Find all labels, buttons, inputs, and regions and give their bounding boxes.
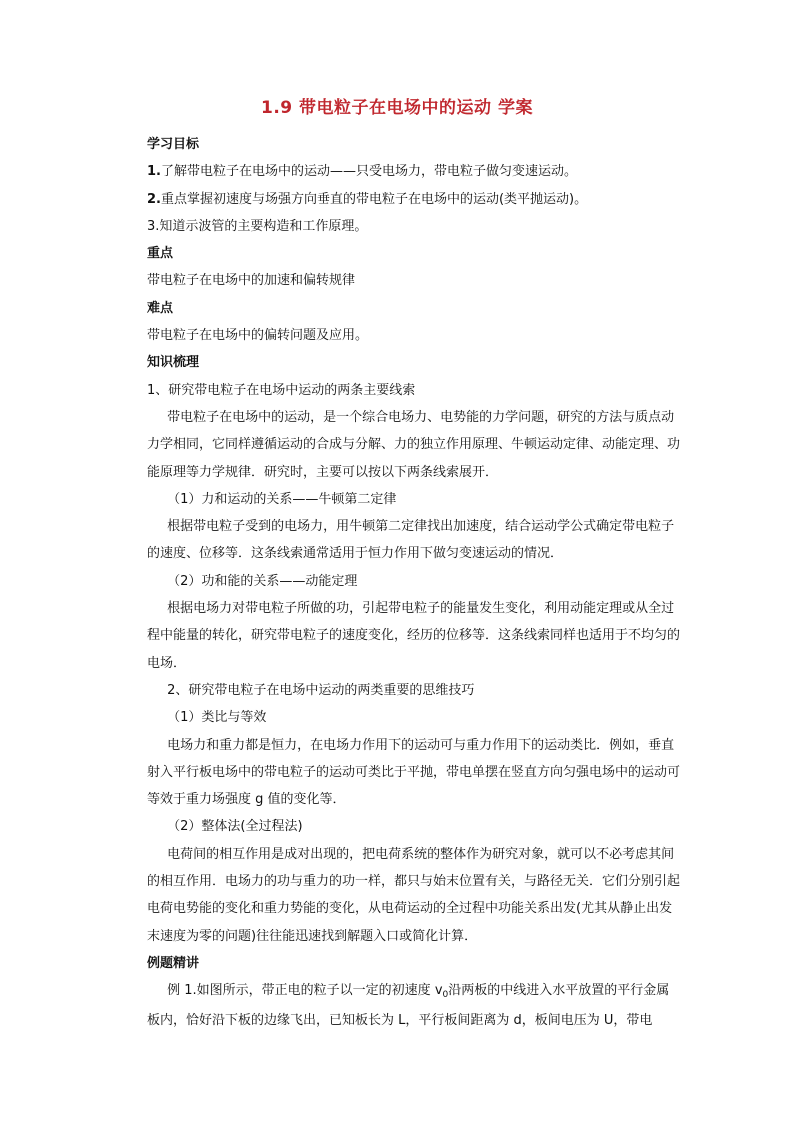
skill-1-title: （1）类比与等效	[167, 710, 267, 726]
objective-text: 知道示波管的主要构造和工作原理。	[159, 218, 368, 234]
clue-1-title: （1）力和运动的关系——牛顿第二定律	[167, 491, 397, 507]
difficulty-text: 带电粒子在电场中的偏转问题及应用。	[147, 328, 369, 344]
key-point-text: 带电粒子在电场中的加速和偏转规律	[147, 273, 356, 289]
initial-velocity-symbol: $v_0$	[434, 983, 449, 1001]
section-2-title: 2、研究带电粒子在电场中运动的两类重要的思维技巧	[167, 682, 475, 698]
difficulty-heading: 难点	[147, 300, 174, 316]
skill-1-text: 电场力和重力都是恒力，在电场力作用下的运动可与重力作用下的运动类比．例如，垂直射入平行板电场中的带电粒子的运动可类比于平抛，带电单摆在竖直方向匀强电场中的运动可等效于重力场强度 g 值的变化等．	[147, 737, 681, 808]
objective-item	[147, 213, 682, 240]
document-body	[147, 131, 682, 1034]
skill-2-text: 电荷间的相互作用是成对出现的，把电荷系统的整体作为研究对象，就可以不必考虑其间的相互作用．电场力的功与重力的功一样，都只与始末位置有关，与路径无关．它们分别引起电荷电势能的变化和重力势能的变化，从电荷运动的全过程中功能关系出发(尤其从静止出发末速度为零的问题)往往能迅速找到解题入口或简化计算．	[147, 846, 681, 944]
examples-heading: 例题精讲	[147, 955, 200, 971]
clue-2-text: 根据电场力对带电粒子所做的功，引起带电粒子的能量发生变化，利用动能定理或从全过程中能量的转化，研究带电粒子的速度变化，经历的位移等．这条线索同样也适用于不均匀的电场．	[147, 601, 681, 671]
skill-2-title: （2）整体法(全过程法)	[167, 819, 303, 835]
clue-2-title: （2）功和能的关系——动能定理	[167, 573, 358, 589]
objective-text: 重点掌握初速度与场强方向垂直的带电粒子在电场中的运动(类平抛运动)。	[160, 191, 588, 207]
document-title: 1.9 带电粒子在电场中的运动 学案	[261, 98, 533, 118]
objective-item	[147, 158, 682, 185]
section-1-title: 1、研究带电粒子在电场中运动的两条主要线索	[147, 382, 416, 398]
knowledge-heading: 知识梳理	[147, 355, 200, 371]
objective-number: 2.	[147, 191, 161, 207]
section-1-intro: 带电粒子在电场中的运动，是一个综合电场力、电势能的力学问题，研究的方法与质点动力学相同，它同样遵循运动的合成与分解、力的独立作用原理、牛顿运动定律、动能定理、功能原理等力学规律．研究时，主要可以按以下两条线索展开．	[147, 409, 681, 480]
example-1-prefix: 例 1.如图所示，带正电的粒子以一定的初速度	[167, 983, 435, 999]
clue-1-text: 根据带电粒子受到的电场力，用牛顿第二定律找出加速度，结合运动学公式确定带电粒子的速度、位移等．这条线索通常适用于恒力作用下做匀变速运动的情况．	[147, 519, 675, 562]
objective-number: 1.	[147, 164, 161, 180]
objective-item	[147, 186, 682, 213]
objectives-heading: 学习目标	[147, 137, 200, 152]
example-1-text	[147, 977, 682, 1034]
example-1-suffix: 沿两板的中线进入水平放置的平行金属板内，恰好沿下板的边缘飞出，已知板长为 L，平行板间距离为 d，板间电压为 U，带电	[147, 983, 670, 1028]
key-point-heading: 重点	[147, 246, 174, 262]
objective-text: 了解带电粒子在电场中的运动——只受电场力，带电粒子做匀变速运动。	[160, 164, 577, 180]
objective-number: 3.	[147, 218, 160, 234]
